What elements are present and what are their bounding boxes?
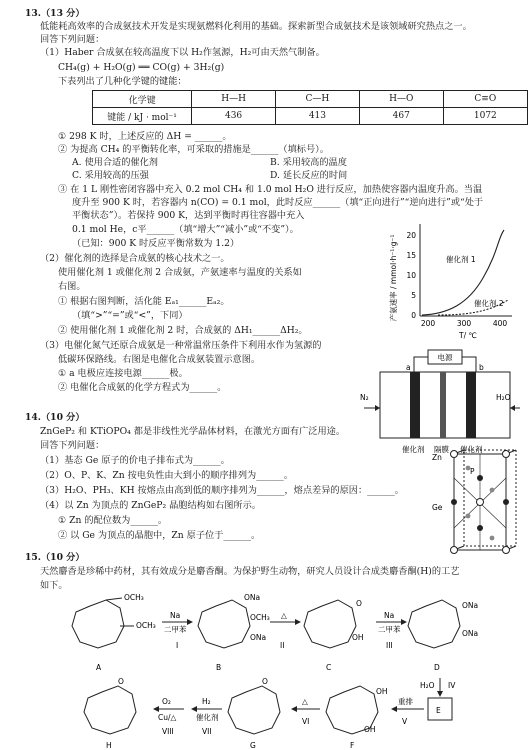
x-tick-label: 400 — [492, 319, 508, 328]
q13-s3a: ③ 在 1 L 刚性密闭容器中充入 0.2 mol CH₄ 和 1.0 mol H₂O 进行反应，加热使容器内温度升高。当温 — [58, 184, 483, 195]
step-viii: VIII — [162, 727, 174, 736]
y-tick-label: 0 — [411, 311, 416, 320]
group-oh: OH — [364, 725, 376, 734]
reagent: Na — [384, 611, 395, 620]
q14-intro: ZnGeP₂ 和 KTiOPO₄ 都是非线性光学晶体材料，在激光方面有广泛用途。 — [40, 426, 346, 437]
reagent: Na — [170, 611, 181, 620]
zn-label: Zn — [432, 453, 442, 462]
p-atom — [490, 536, 495, 541]
ge-atom — [477, 525, 483, 531]
zn-atom — [503, 451, 510, 458]
p-atom — [466, 514, 471, 519]
zngep2-unit-cell — [430, 448, 522, 556]
q13-part1: （1）Haber 合成氨在较高温度下以 H₂作氢源，H₂可由天然气制备。 — [40, 47, 325, 58]
q13-part3-s2: ② 电催化合成氨的化学方程式为______。 — [58, 382, 227, 393]
zn-atom — [477, 499, 484, 506]
catalyst-electrode-right — [466, 372, 476, 438]
group-ona: ONa — [250, 633, 267, 642]
group-o: O — [118, 677, 124, 686]
reagent: 二甲苯 — [164, 625, 187, 634]
zn-atom — [451, 451, 458, 458]
catalyst-electrode-left — [410, 372, 420, 438]
table-cell: 413 — [276, 108, 360, 125]
ge-atom — [503, 499, 509, 505]
ring-h — [84, 686, 136, 734]
label-e: E — [436, 706, 441, 715]
synthesis-route — [0, 592, 528, 750]
group-o: O — [262, 677, 268, 686]
cell-back-face — [464, 450, 516, 546]
reagent: △ — [281, 611, 287, 620]
table-cell: 467 — [359, 108, 443, 125]
reagent: Cu/△ — [158, 713, 177, 722]
step-vii: VII — [202, 727, 212, 736]
ge-atom — [451, 499, 457, 505]
group-oh: OH — [376, 687, 388, 696]
group-ona: ONa — [462, 629, 479, 638]
legend-catalyst-2: 催化剂 2 — [474, 299, 504, 308]
rate-temperature-chart — [388, 218, 518, 342]
x-tick-label: 200 — [420, 319, 436, 328]
q13-s3e: （已知：900 K 时反应平衡常数为 1.2） — [72, 238, 240, 249]
q14-l4: （4）以 Zn 为顶点的 ZnGeP₂ 晶胞结构如右图所示。 — [40, 500, 261, 511]
q14-heading: 14.（10 分） — [25, 412, 85, 423]
table-cell: 436 — [192, 108, 276, 125]
ring-g — [228, 686, 280, 734]
group-ome: OCH₃ — [124, 593, 144, 602]
q15-intro: 天然麝香是珍稀中药材，其有效成分是麝香酮。为保护野生动物，研究人员设计合成类麝香酮(H)的工艺 — [40, 566, 460, 577]
q13-equation: CH₄(g) + H₂O(g) ══ CO(g) + 3H₂(g) — [58, 62, 225, 73]
label-b: B — [216, 663, 222, 672]
wire-a — [414, 357, 428, 372]
reagent: H₂O — [420, 681, 435, 690]
q15-intro2: 如下。 — [40, 580, 68, 591]
x-tick-label: 300 — [456, 319, 472, 328]
q15-heading: 15.（10 分） — [25, 552, 85, 563]
table-header-row — [93, 91, 528, 108]
electrode-a-label: a — [406, 363, 411, 372]
electrode-b-label: b — [479, 363, 484, 372]
reagent: O₂ — [162, 697, 171, 706]
catalyst-label: 催化剂 — [402, 445, 425, 454]
q13-s3c: 平衡状态”）。若保持 900 K，达到平衡时再往容器中充入 — [72, 210, 305, 221]
q13-table-intro: 下表列出了几种化学键的键能： — [58, 76, 187, 87]
q13-part3-s1: ① a 电极应连接电源______极。 — [58, 368, 188, 379]
wire-b — [462, 357, 476, 372]
q14-l5: ① Zn 的配位数为______。 — [58, 515, 168, 526]
y-tick-label: 15 — [406, 251, 416, 260]
electrocatalysis-device — [360, 348, 520, 462]
group-oh: OH — [352, 633, 364, 642]
y-tick-label: 10 — [406, 271, 416, 280]
membrane — [440, 372, 446, 438]
group-ona: ONa — [462, 601, 479, 610]
q14-l1: （1）基态 Ge 原子的价电子排布式为______。 — [40, 455, 230, 466]
q14-l3: （3）H₂O、PH₃、KH 按熔点由高到低的顺序排列为______，熔点差异的原因：______。 — [40, 485, 404, 496]
q13-part2: （2）催化剂的选择是合成氨的核心技术之一。 — [40, 253, 230, 264]
reagent: 重排 — [398, 697, 413, 706]
ring-a — [72, 600, 124, 648]
step-iv: IV — [448, 681, 456, 690]
step-vi: VI — [302, 717, 310, 726]
label-d: D — [434, 663, 440, 672]
table-cell: C≡O — [443, 91, 527, 108]
reagent: 二甲苯 — [378, 625, 401, 634]
table-cell: C—H — [276, 91, 360, 108]
label-f: F — [350, 741, 355, 750]
q13-part2c: 右图。 — [58, 281, 86, 292]
ge-label: Ge — [432, 503, 443, 512]
q13-s3d: 0.1 mol He，c平______（填“增大”“减小”或“不变”）。 — [72, 224, 299, 235]
q13-part3b: 低碳环保路线。右图是电催化合成氨装置示意图。 — [58, 354, 261, 365]
group-ome: OCH₃ — [136, 621, 156, 630]
table-cell: 键能 / kJ · mol⁻¹ — [93, 108, 192, 125]
group-ona: ONa — [244, 593, 261, 602]
p-atom — [466, 466, 471, 471]
option-b: B. 采用较高的温度 — [270, 157, 347, 168]
reagent: 催化剂 — [196, 713, 219, 722]
q13-s3b: 度升至 900 K 时，若容器内 n(CO) = 0.1 mol，此时反应______（填“正向进行”“逆向进行”或“处于 — [72, 197, 484, 208]
bond — [106, 598, 122, 600]
table-cell: 化学键 — [93, 91, 192, 108]
ge-atom — [477, 475, 483, 481]
p-atom — [490, 488, 495, 493]
option-c: C. 采用较高的压强 — [72, 170, 149, 181]
chart-y-label: 产氨速率 / mmol·h⁻¹·g⁻¹ — [389, 234, 398, 322]
q14-l6: ② 以 Ge 为顶点的晶胞中，Zn 原子位于______。 — [58, 530, 261, 541]
reagent: △ — [302, 697, 308, 706]
step-v: V — [402, 717, 408, 726]
table-cell: 1072 — [443, 108, 527, 125]
n2-label: N₂ — [360, 393, 369, 402]
option-d: D. 延长反应的时间 — [270, 170, 348, 181]
arrow-head — [510, 405, 515, 411]
h2o-label: H₂O — [496, 393, 511, 402]
y-tick-label: 5 — [411, 291, 416, 300]
label-g: G — [250, 741, 256, 750]
zn-atom — [503, 547, 510, 554]
q13-part2-s1b: （填“>”“=”或“<”，下同） — [72, 310, 188, 321]
zn-atom — [451, 547, 458, 554]
label-c: C — [326, 663, 332, 672]
y-tick-label: 20 — [406, 231, 416, 240]
step-iii: III — [386, 641, 393, 650]
power-supply-label: 电源 — [437, 353, 453, 362]
label-h: H — [106, 741, 112, 750]
q13-intro: 低能耗高效率的合成氨技术开发是实现氨燃料化利用的基础。探索新型合成氨技术是该领域研究热点之一。 — [40, 21, 472, 32]
q13-s1: ① 298 K 时，上述反应的 ΔH = ______。 — [58, 131, 232, 142]
q13-part3: （3）电催化氮气还原合成氨是一种常温常压条件下利用水作为氢源的 — [40, 340, 322, 351]
table-row — [93, 108, 528, 125]
catalyst-label: 催化剂 — [460, 445, 483, 454]
q13-prompt: 回答下列问题： — [40, 34, 105, 45]
group-ome: OCH₃ — [250, 613, 270, 622]
q13-part2-s1: ① 根据右图判断，活化能 Eₐ₁______Eₐ₂。 — [58, 296, 230, 307]
legend-catalyst-1: 催化剂 1 — [446, 255, 476, 264]
table-cell: H—H — [192, 91, 276, 108]
table-cell: H—O — [359, 91, 443, 108]
q14-prompt: 回答下列问题： — [40, 440, 105, 451]
chart-x-label: T/ ℃ — [459, 331, 477, 340]
reagent: H₂ — [202, 697, 211, 706]
step-i: I — [176, 641, 179, 650]
membrane-label: 隔膜 — [434, 445, 449, 454]
step-ii: II — [280, 641, 285, 650]
ring-d — [408, 600, 460, 648]
q13-part2-s2: ② 使用催化剂 1 或催化剂 2 时，合成氨的 ΔH₁______ΔH₂。 — [58, 325, 308, 336]
label-a: A — [96, 663, 102, 672]
bond-energy-table — [92, 90, 528, 125]
p-label: P — [470, 467, 475, 476]
q13-heading: 13.（13 分） — [25, 8, 85, 19]
arrow-head — [375, 405, 380, 411]
group-o: O — [356, 599, 362, 608]
ring-b — [198, 600, 250, 648]
ring-c — [304, 600, 356, 648]
q13-s2: ② 为提高 CH₄ 的平衡转化率，可采取的措施是______（填标号）。 — [58, 144, 329, 155]
q14-l2: （2）O、P、K、Zn 按电负性由大到小的顺序排列为______。 — [40, 470, 293, 481]
q13-part2b: 使用催化剂 1 或催化剂 2 合成氨，产氨速率与温度的关系如 — [58, 267, 302, 278]
option-a: A. 使用合适的催化剂 — [72, 157, 158, 168]
